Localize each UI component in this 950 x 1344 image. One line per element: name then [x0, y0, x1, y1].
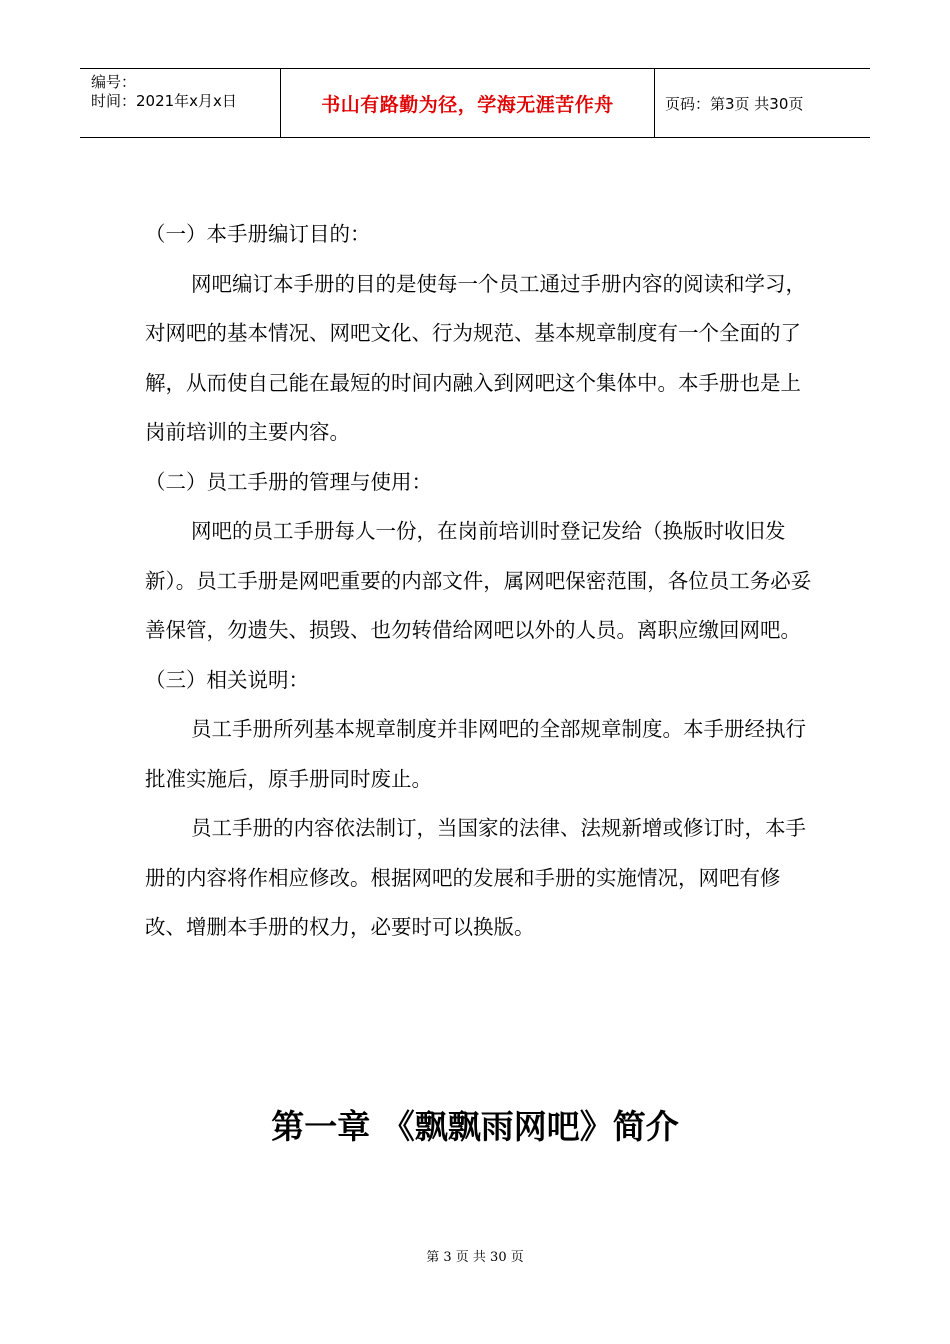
- document-number-label: 编号：: [91, 73, 137, 91]
- document-time-label: 时间：2021年x月x日: [91, 92, 237, 110]
- header-motto: 书山有路勤为径，学海无涯苦作舟: [321, 93, 614, 116]
- section-heading: （三）相关说明：: [145, 667, 309, 692]
- document-body: [145, 210, 813, 953]
- section-paragraph: 员工手册的内容依法制订，当国家的法律、法规新增或修订时，本手册的内容将作相应修改。根据网吧的发展和手册的实施情况，网吧有修改、增删本手册的权力，必要时可以换版。: [145, 816, 806, 939]
- page-footer: [0, 1246, 950, 1265]
- section-paragraph: 网吧的员工手册每人一份，在岗前培训时登记发给（换版时收旧发新）。员工手册是网吧重要的内部文件，属网吧保密范围，各位员工务必妥善保管，勿遗失、损毁、也勿转借给网吧以外的人员。离职应缴回网吧。: [145, 519, 812, 642]
- header-page-code: 页码：第3页 共30页: [665, 94, 804, 113]
- page-header: [80, 68, 870, 138]
- header-page-code-cell: [655, 69, 870, 137]
- chapter-title: 第一章 《飘飘雨网吧》简介: [271, 1107, 679, 1146]
- footer-page-number: 第 3 页 共 30 页: [426, 1250, 524, 1265]
- section-paragraph: 网吧编订本手册的目的是使每一个员工通过手册内容的阅读和学习，对网吧的基本情况、网吧文化、行为规范、基本规章制度有一个全面的了解，从而使自己能在最短的时间内融入到网吧这个集体中。本手册也是上岗前培训的主要内容。: [145, 271, 806, 444]
- section-paragraph: 员工手册所列基本规章制度并非网吧的全部规章制度。本手册经执行批准实施后，原手册同时废止。: [145, 717, 806, 791]
- section-heading: （一）本手册编订目的：: [145, 222, 371, 246]
- header-meta-cell: [80, 69, 281, 137]
- section-heading: （二）员工手册的管理与使用：: [145, 469, 432, 494]
- header-motto-cell: [281, 69, 655, 137]
